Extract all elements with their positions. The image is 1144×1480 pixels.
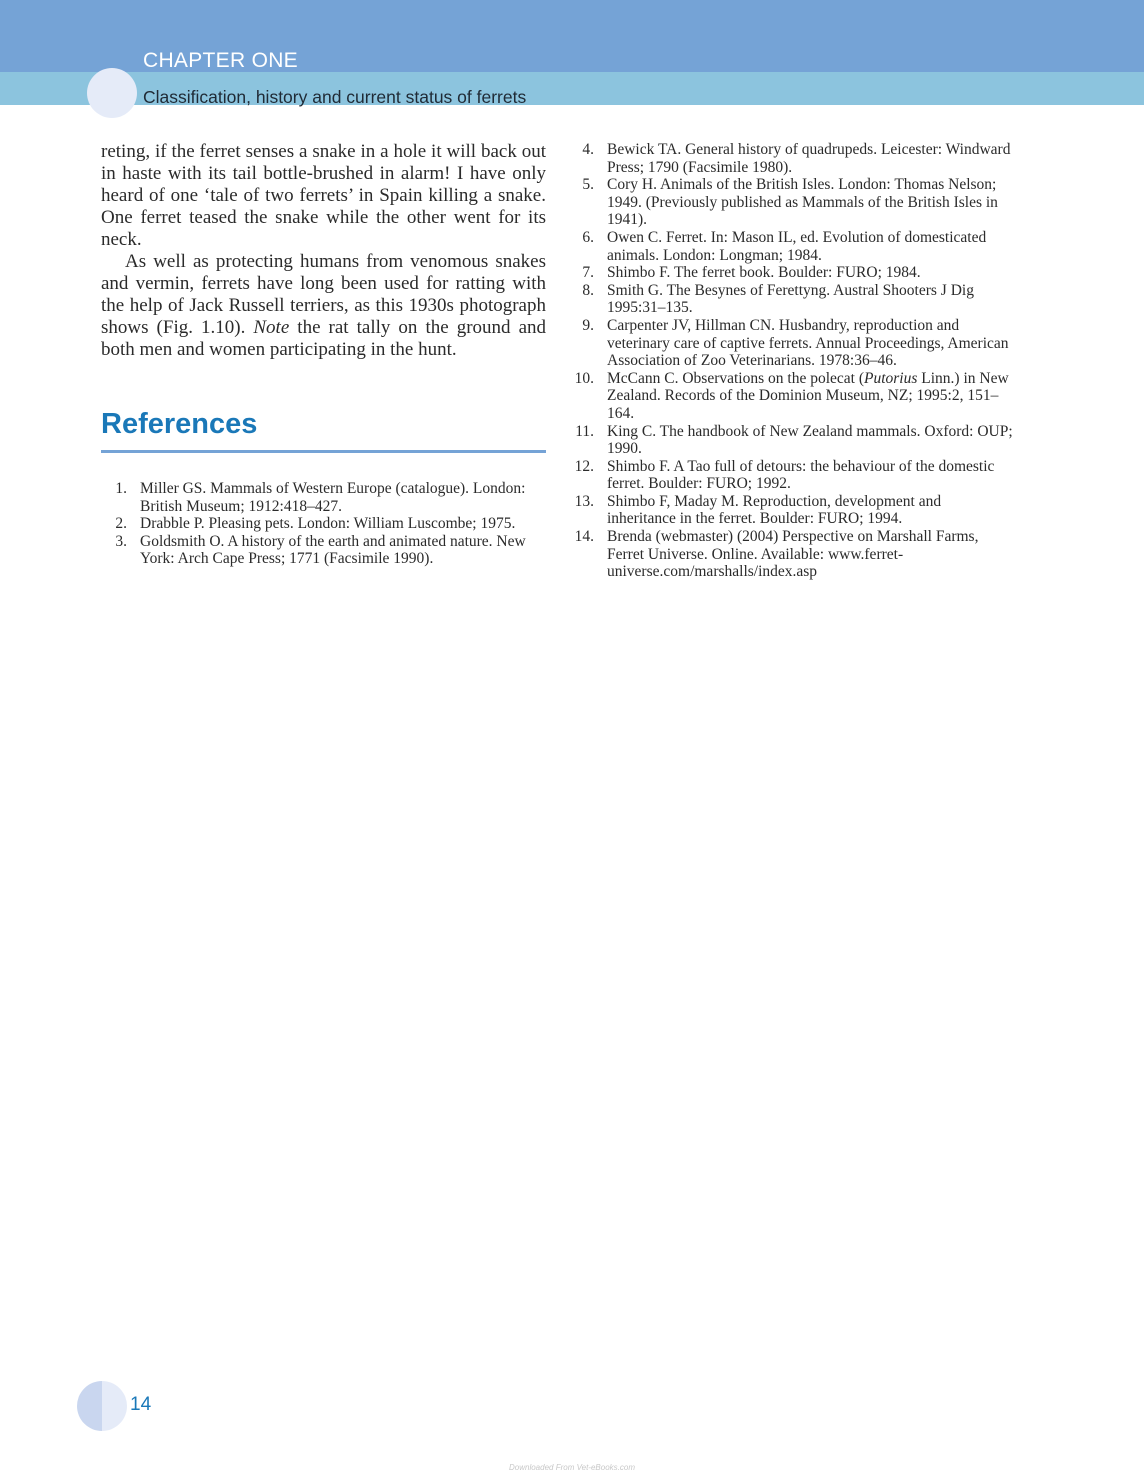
reference-number: 3.: [115, 532, 127, 550]
watermark: Downloaded From Vet-eBooks.com: [509, 1463, 635, 1472]
reference-number: 11.: [575, 422, 594, 440]
header-circle-decoration: [87, 68, 137, 118]
reference-number: 8.: [582, 281, 594, 299]
page-number-circle: [77, 1381, 127, 1431]
reference-item: [568, 176, 1013, 229]
reference-item: [568, 282, 1013, 317]
body-text-run: the rat tally on the ground and both men and women participating in the hunt.: [101, 317, 546, 360]
reference-number: 7.: [582, 264, 594, 282]
reference-text: [607, 370, 1013, 423]
chapter-label: CHAPTER ONE: [143, 49, 298, 72]
reference-text: Brenda (webmaster) (2004) Perspective on Marshall Farms, Ferret Universe. Online. Available: www.ferret-universe.com/marshalls/index.asp: [607, 528, 979, 581]
reference-text: Miller GS. Mammals of Western Europe (catalogue). London: British Museum; 1912:418–427.: [140, 480, 526, 515]
reference-text: Shimbo F. The ferret book. Boulder: FURO; 1984.: [607, 264, 921, 282]
reference-text: Smith G. The Besynes of Ferettyng. Austral Shooters J Dig 1995:31–135.: [607, 281, 974, 317]
reference-text: Goldsmith O. A history of the earth and animated nature. New York: Arch Cape Press; 1771 (Facsimile 1990).: [140, 532, 526, 568]
page-number: 14: [130, 1394, 152, 1415]
reference-item: [568, 528, 1013, 581]
reference-number: 5.: [582, 176, 594, 194]
reference-number: 13.: [574, 492, 594, 510]
reference-item: [568, 370, 1013, 423]
reference-number: 14.: [574, 528, 594, 546]
reference-text: King C. The handbook of New Zealand mammals. Oxford: OUP; 1990.: [607, 422, 1013, 458]
reference-text-emphasis: Putorius: [863, 369, 918, 387]
reference-item: [568, 229, 1013, 264]
body-text: [101, 141, 546, 361]
reference-item: [101, 533, 541, 568]
reference-text: Shimbo F. A Tao full of detours: the behaviour of the domestic ferret. Boulder: FURO; 1992.: [607, 457, 995, 493]
reference-item: [101, 480, 541, 515]
reference-number: 10.: [574, 369, 594, 387]
reference-text: Owen C. Ferret. In: Mason IL, ed. Evolution of domesticated animals. London: Longman; 1984.: [607, 228, 987, 264]
reference-number: 4.: [582, 141, 594, 158]
reference-number: 12.: [574, 457, 594, 475]
reference-list-right: [568, 141, 1013, 581]
reference-number: 6.: [582, 228, 594, 246]
reference-item: [568, 493, 1013, 528]
reference-item: [568, 141, 1013, 176]
reference-text: Bewick TA. General history of quadrupeds. Leicester: Windward Press; 1790 (Facsimile 1980).: [607, 141, 1011, 176]
reference-item: [568, 317, 1013, 370]
reference-number: 9.: [582, 316, 594, 334]
body-text-run: As well as protecting humans from venomous snakes and vermin, ferrets have long been used for ratting with the help of Jack Russell terriers, as this 1930s photograph shows (Fig. 1.10).: [101, 251, 546, 338]
reference-item: [568, 264, 1013, 282]
reference-text: Shimbo F, Maday M. Reproduction, development and inheritance in the ferret. Boulder: FURO; 1994.: [607, 492, 942, 528]
reference-list-left: [101, 480, 541, 568]
reference-item: [568, 458, 1013, 493]
references-rule: [101, 450, 546, 453]
reference-text-run: Linn.) in New Zealand. Records of the Dominion Museum, NZ; 1995:2, 151–164.: [607, 369, 1009, 422]
body-paragraph: reting, if the ferret senses a snake in a hole it will back out in haste with its tail bottle-brushed in alarm! I have only heard of one ‘tale of two ferrets’ in Spain killing a snake. One ferret teased the snake while the other went for its neck.: [101, 141, 546, 250]
reference-number: 1.: [115, 480, 127, 497]
reference-item: [101, 515, 541, 533]
body-text-emphasis: Note: [253, 317, 290, 338]
chapter-subtitle: Classification, history and current status of ferrets: [143, 87, 527, 107]
reference-text-run: McCann C. Observations on the polecat (: [607, 369, 864, 387]
reference-number: 2.: [115, 515, 127, 533]
body-paragraph: [101, 251, 546, 361]
reference-text: Cory H. Animals of the British Isles. London: Thomas Nelson; 1949. (Previously published as Mammals of the British Isles in 1941).: [607, 176, 998, 229]
reference-text: Drabble P. Pleasing pets. London: William Luscombe; 1975.: [140, 515, 516, 533]
references-heading: References: [101, 408, 258, 440]
reference-item: [568, 423, 1013, 458]
reference-text: Carpenter JV, Hillman CN. Husbandry, reproduction and veterinary care of captive ferrets. Annual Proceedings, American Association of Zoo Veterinarians. 1978:36–46.: [607, 316, 1009, 370]
